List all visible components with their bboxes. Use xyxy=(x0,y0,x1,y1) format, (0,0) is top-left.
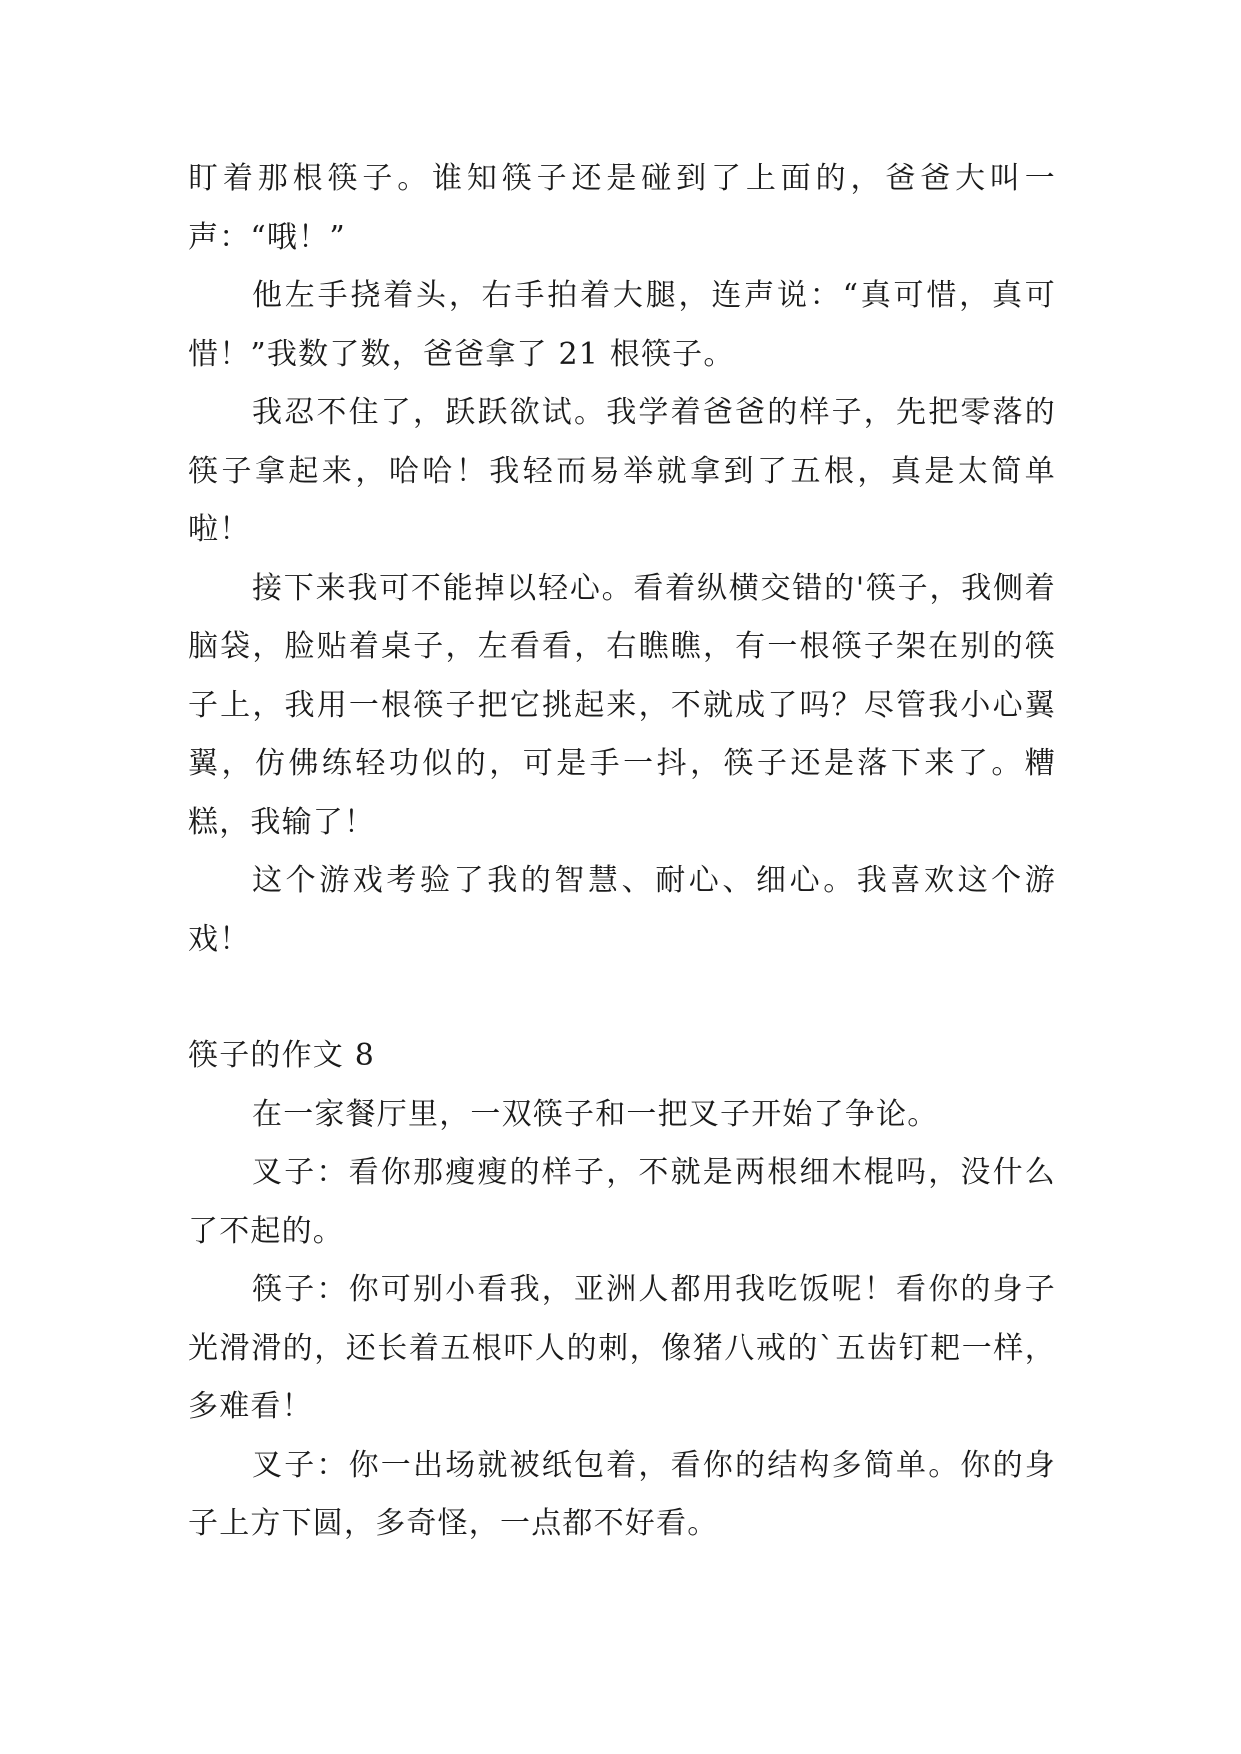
paragraph-game-conclusion: 这个游戏考验了我的智慧、耐心、细心。我喜欢这个游戏！ xyxy=(188,863,1056,957)
paragraph-fork-speaks-1: 叉子：看你那瘦瘦的样子，不就是两根细木棍吗，没什么了不起的。 xyxy=(188,1155,1056,1249)
paragraph-chopsticks-speak: 筷子：你可别小看我，亚洲人都用我吃饭呢！看你的身子光滑滑的，还长着五根吓人的刺，像猪八戒的`五齿钉耙一样，多难看！ xyxy=(188,1272,1056,1424)
essay-title: 筷子的作文 8 xyxy=(188,1038,376,1073)
paragraph-continued-chopstick-game: 盯着那根筷子。谁知筷子还是碰到了上面的，爸爸大叫一声：“哦！” xyxy=(188,161,1056,255)
paragraph-careful-attempt: 接下来我可不能掉以轻心。看着纵横交错的'筷子，我侧着脑袋，脸贴着桌子，左看看，右瞧瞧，有一根筷子架在别的筷子上，我用一根筷子把它挑起来，不就成了吗？尽管我小心翼翼，仿佛练轻功似的，可是手一抖，筷子还是落下来了。糟糕，我输了！ xyxy=(188,570,1056,840)
paragraph-restaurant-argument: 在一家餐厅里，一双筷子和一把叉子开始了争论。 xyxy=(252,1096,939,1132)
document-body xyxy=(188,150,1056,1554)
paragraph-my-turn: 我忍不住了，跃跃欲试。我学着爸爸的样子，先把零落的筷子拿起来，哈哈！我轻而易举就拿到了五根，真是太简单啦！ xyxy=(188,395,1056,547)
paragraph-fork-speaks-2: 叉子：你一出场就被纸包着，看你的结构多简单。你的身子上方下圆，多奇怪，一点都不好看。 xyxy=(188,1447,1056,1541)
paragraph-dad-regret: 他左手挠着头，右手拍着大腿，连声说：“真可惜，真可惜！”我数了数，爸爸拿了 21 根筷子。 xyxy=(188,278,1056,372)
